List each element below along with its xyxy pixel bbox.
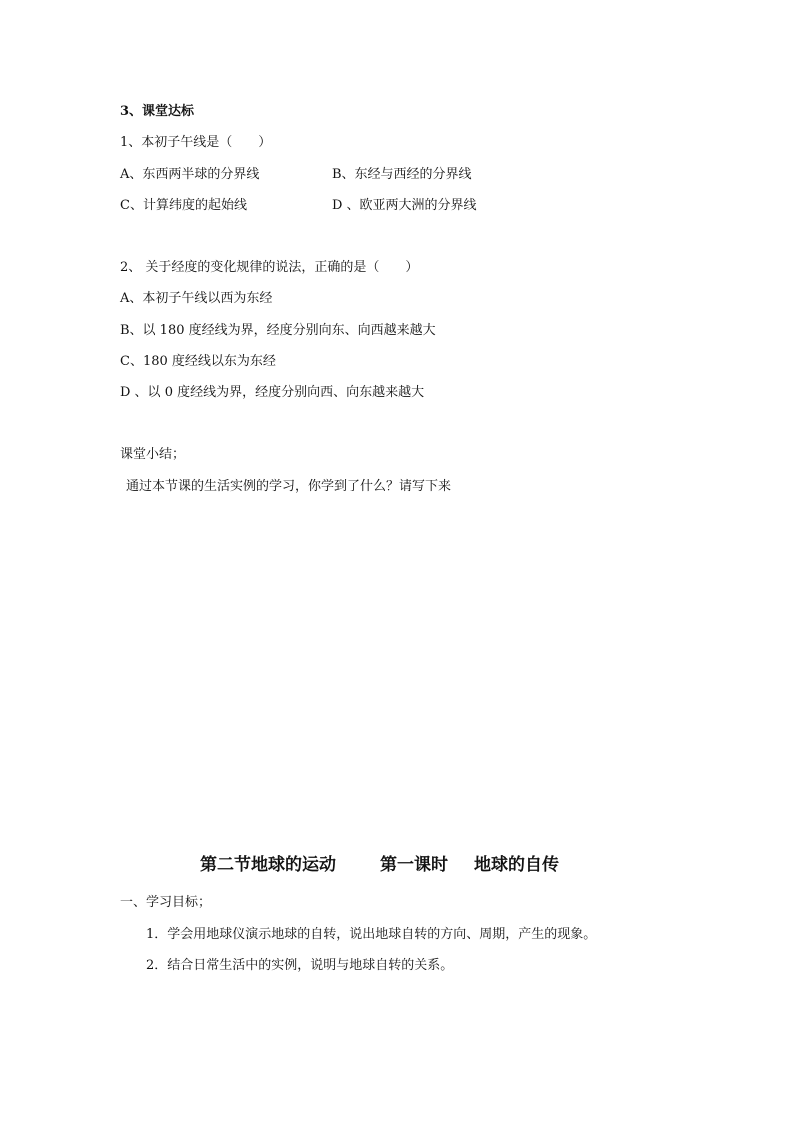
summary-heading: 课堂小结；: [120, 447, 186, 462]
question-2-option-b: B、以 180 度经线为界，经度分别向东、向西越来越大: [120, 323, 436, 338]
section-title: [200, 854, 559, 876]
question-2-option-c: C、180 度经线以东为东经: [120, 354, 276, 369]
objectives-heading: 一、学习目标；: [120, 895, 212, 910]
objective-2: 2．结合日常生活中的实例，说明与地球自转的关系。: [146, 958, 454, 973]
question-2-stem: 2、 关于经度的变化规律的说法，正确的是（ ）: [120, 260, 419, 275]
question-2-option-a: A、本初子午线以西为东经: [120, 291, 273, 306]
question-1-option-a: A、东西两半球的分界线: [120, 167, 260, 182]
question-1-stem: 1、本初子午线是（ ）: [120, 135, 272, 150]
section-title-part-2: 第一课时: [380, 855, 448, 875]
section-title-part-1: 第二节地球的运动: [200, 855, 336, 875]
question-1-option-b: B、东经与西经的分界线: [332, 167, 472, 182]
section-title-part-3: 地球的自传: [474, 855, 559, 875]
question-1-option-d: D 、欧亚两大洲的分界线: [332, 198, 477, 213]
summary-prompt: 通过本节课的生活实例的学习，你学到了什么？请写下来: [126, 479, 452, 494]
practice-heading: 3、课堂达标: [120, 104, 195, 119]
question-2-option-d: D 、以 0 度经线为界，经度分别向西、向东越来越大: [120, 385, 425, 400]
question-1-option-c: C、计算纬度的起始线: [120, 198, 247, 213]
objective-1: 1．学会用地球仪演示地球的自转，说出地球自转的方向、周期，产生的现象。: [146, 927, 597, 942]
